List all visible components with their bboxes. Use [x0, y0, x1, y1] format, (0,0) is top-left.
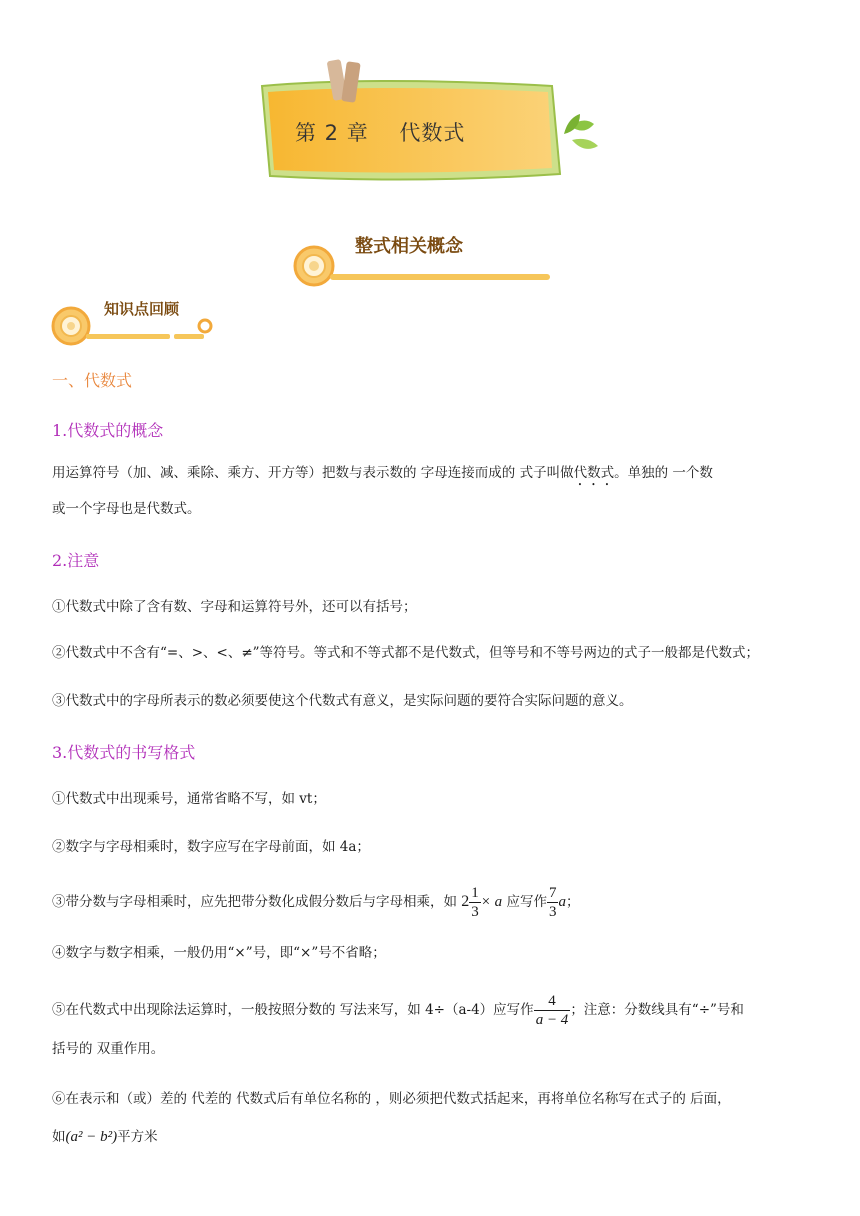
- note-item-1: ①代数式中除了含有数、字母和运算符号外，还可以有括号；: [52, 599, 417, 615]
- format-item-5-line-2: 括号的 双重作用。: [52, 1041, 165, 1057]
- concept-emphasis: 代数式: [573, 465, 615, 481]
- fraction-denominator: a − 4: [535, 1012, 569, 1028]
- format-item-4: ④数字与数字相乘，一般仍用“×”号，即“×”号不省略；: [52, 945, 386, 961]
- item5-text-b: ；注意：分数线具有“÷”号和: [570, 1002, 744, 1018]
- times-a: × a: [480, 894, 503, 910]
- note-item-3: ③代数式中的字母所表示的数必须要使这个代数式有意义，是实际问题的要符合实际问题的意义。: [52, 693, 633, 709]
- format-item-1: ①代数式中出现乘号，通常省略不写，如 vt；: [52, 791, 326, 807]
- item3-text-b: 应写作: [506, 894, 547, 910]
- heading-algebraic-expression: 一、代数式: [52, 371, 133, 390]
- fraction-seven-thirds: [547, 884, 559, 921]
- format-item-3: [52, 880, 579, 924]
- fraction-numerator: 4: [548, 993, 556, 1009]
- subheading-notes: 2.注意: [52, 551, 100, 570]
- fraction-numerator: 1: [471, 885, 479, 901]
- note-item-2: ②代数式中不含有“=、>、<、≠”等符号。等式和不等式都不是代数式，但等号和不等号两边的式子一般都是代数式；: [52, 645, 760, 661]
- fraction-one-third: [469, 884, 481, 921]
- format-item-5-line-1: [52, 988, 744, 1032]
- subheading-writing-format: 3.代数式的书写格式: [52, 743, 196, 762]
- concept-text-a: 用运算符号（加、减、乘除、乘方、开方等）把数与表示数的 字母连接而成的 式子叫做: [52, 465, 574, 481]
- item3-text-c: ；: [565, 894, 580, 910]
- fraction-denominator: 3: [471, 904, 479, 920]
- item6-prefix: 如: [52, 1129, 66, 1145]
- item3-text-a: ③带分数与字母相乘时，应先把带分数化成假分数后与字母相乘，如: [52, 894, 457, 910]
- item5-text-a: ⑤在代数式中出现除法运算时，一般按照分数的 写法来写，如 4÷（a-4）应写作: [52, 1002, 534, 1018]
- fraction-four-over-a-minus-4: [534, 992, 571, 1029]
- item6-suffix: 平方米: [117, 1129, 158, 1145]
- fraction-denominator: 3: [548, 904, 557, 920]
- format-item-6-line-2: [52, 1120, 158, 1154]
- mixed-number-whole: 2: [461, 893, 470, 910]
- format-item-2: ②数字与字母相乘时，数字应写在字母前面，如 4a；: [52, 839, 370, 855]
- expression-a2-minus-b2: (a² − b²): [65, 1129, 118, 1145]
- subheading-concept: 1.代数式的概念: [52, 421, 164, 440]
- review-label: 知识点回顾: [104, 300, 180, 318]
- concept-line-2: 或一个字母也是代数式。: [52, 501, 201, 517]
- format-item-6-line-1: ⑥在表示和（或）差的 代差的 代数式后有单位名称的 ，则必须把代数式括起来，再将单位名称写在式子的 后面，: [52, 1091, 731, 1107]
- variable-a: a: [558, 894, 566, 910]
- concept-text-b: 。单独的 一个数: [614, 465, 713, 481]
- concept-line-1: [52, 456, 713, 490]
- fraction-numerator: 7: [548, 885, 557, 901]
- chapter-title: 第 2 章 代数式: [295, 121, 466, 145]
- section-title: 整式相关概念: [355, 236, 463, 257]
